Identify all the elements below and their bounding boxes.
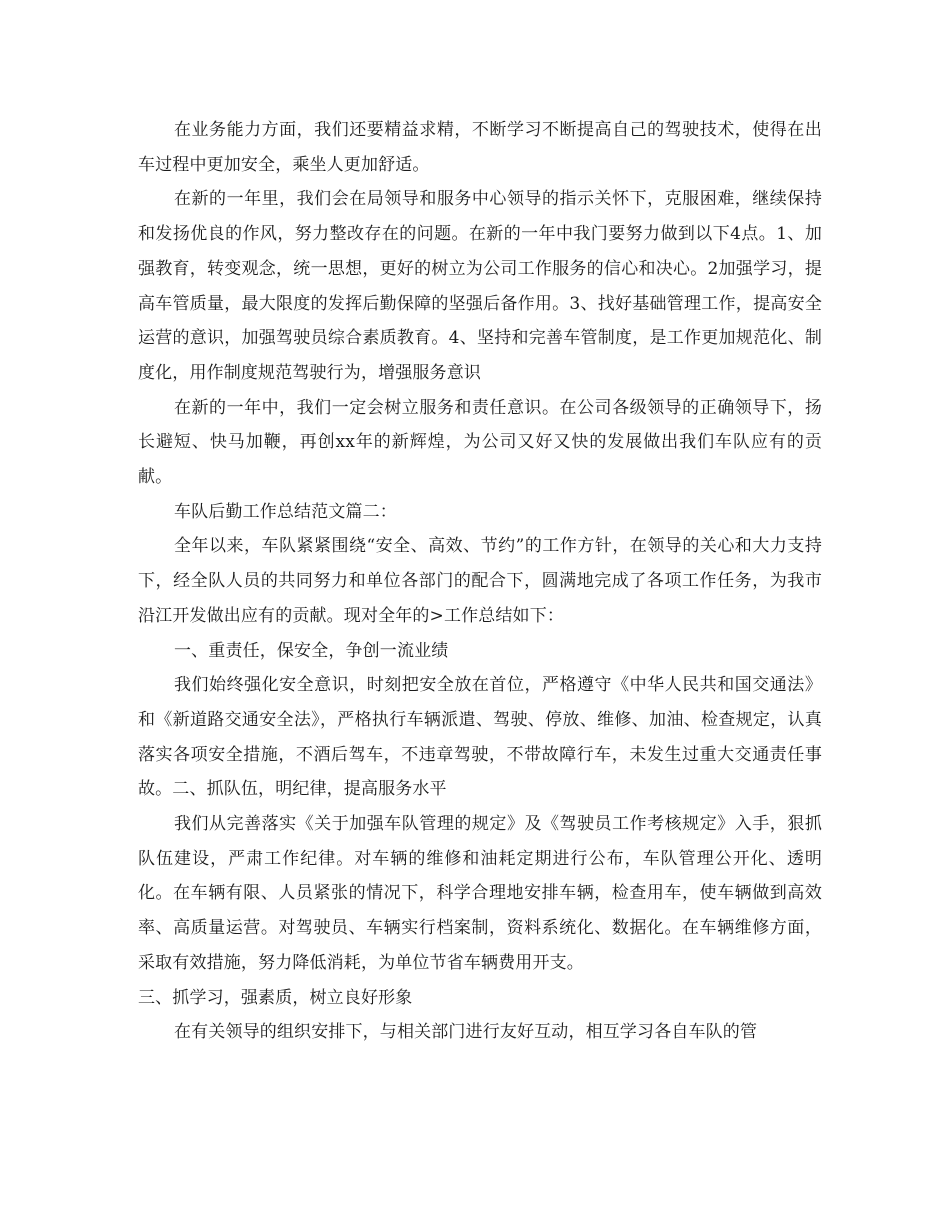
paragraph-new-year-goals: 在新的一年里，我们会在局领导和服务中心领导的指示关怀下，克服困难，继续保持和发扬优良的作风，努力整改存在的问题。在新的一年中我门要努力做到以下4点。1、加强教育，转变观念，统一思想，更好的树立为公司工作服务的信心和决心。2加强学习，提高车管质量，最大限度的发挥后勤保障的坚强后备作用。3、找好基础管理工作，提高安全运营的意识，加强驾驶员综合素质教育。4、坚持和完善车管制度，是工作更加规范化、制度化，用作制度规范驾驶行为，增强服务意识 — [138, 189, 822, 383]
section-heading-safety: 一、重责任，保安全，争创一流业绩 — [174, 640, 449, 661]
document-body — [138, 113, 822, 1050]
paragraph-learning: 在有关领导的组织安排下，与相关部门进行友好互动，相互学习各自车队的管 — [174, 1022, 758, 1043]
paragraph-safety: 我们始终强化安全意识，时刻把安全放在首位，严格遵守《中华人民共和国交通法》和《新道路交通安全法》，严格执行车辆派遣、驾驶、停放、维修、加油、检查规定，认真落实各项安全措施，不酒后驾车，不违章驾驶，不带故障行车，未发生过重大交通责任事故。二、抓队伍，明纪律，提高服务水平 — [138, 675, 822, 800]
paragraph-skills: 在业务能力方面，我们还要精益求精，不断学习不断提高自己的驾驶技术，使得在出车过程中更加安全，乘坐人更加舒适。 — [138, 120, 822, 175]
paragraph-team-management: 我们从完善落实《关于加强车队管理的规定》及《驾驶员工作考核规定》入手，狠抓队伍建设，严肃工作纪律。对车辆的维修和油耗定期进行公布，车队管理公开化、透明化。在车辆有限、人员紧张的情况下，科学合理地安排车辆，检查用车，使车辆做到高效率、高质量运营。对驾驶员、车辆实行档案制，资料系统化、数据化。在车辆维修方面，采取有效措施，努力降低消耗，为单位节省车辆费用开支。 — [138, 814, 822, 973]
paragraph-new-year-commitment: 在新的一年中，我们一定会树立服务和责任意识。在公司各级领导的正确领导下，扬长避短、快马加鞭，再创xx年的新辉煌，为公司又好又快的发展做出我们车队应有的贡献。 — [138, 397, 822, 488]
paragraph-annual-overview: 全年以来，车队紧紧围绕“安全、高效、节约”的工作方针，在领导的关心和大力支持下，经全队人员的共同努力和单位各部门的配合下，圆满地完成了各项工作任务，为我市沿江开发做出应有的贡献。现对全年的>工作总结如下： — [138, 536, 822, 626]
section-heading-sample-two: 车队后勤工作总结范文篇二： — [174, 501, 397, 522]
section-heading-learning: 三、抓学习，强素质，树立良好形象 — [138, 987, 413, 1008]
